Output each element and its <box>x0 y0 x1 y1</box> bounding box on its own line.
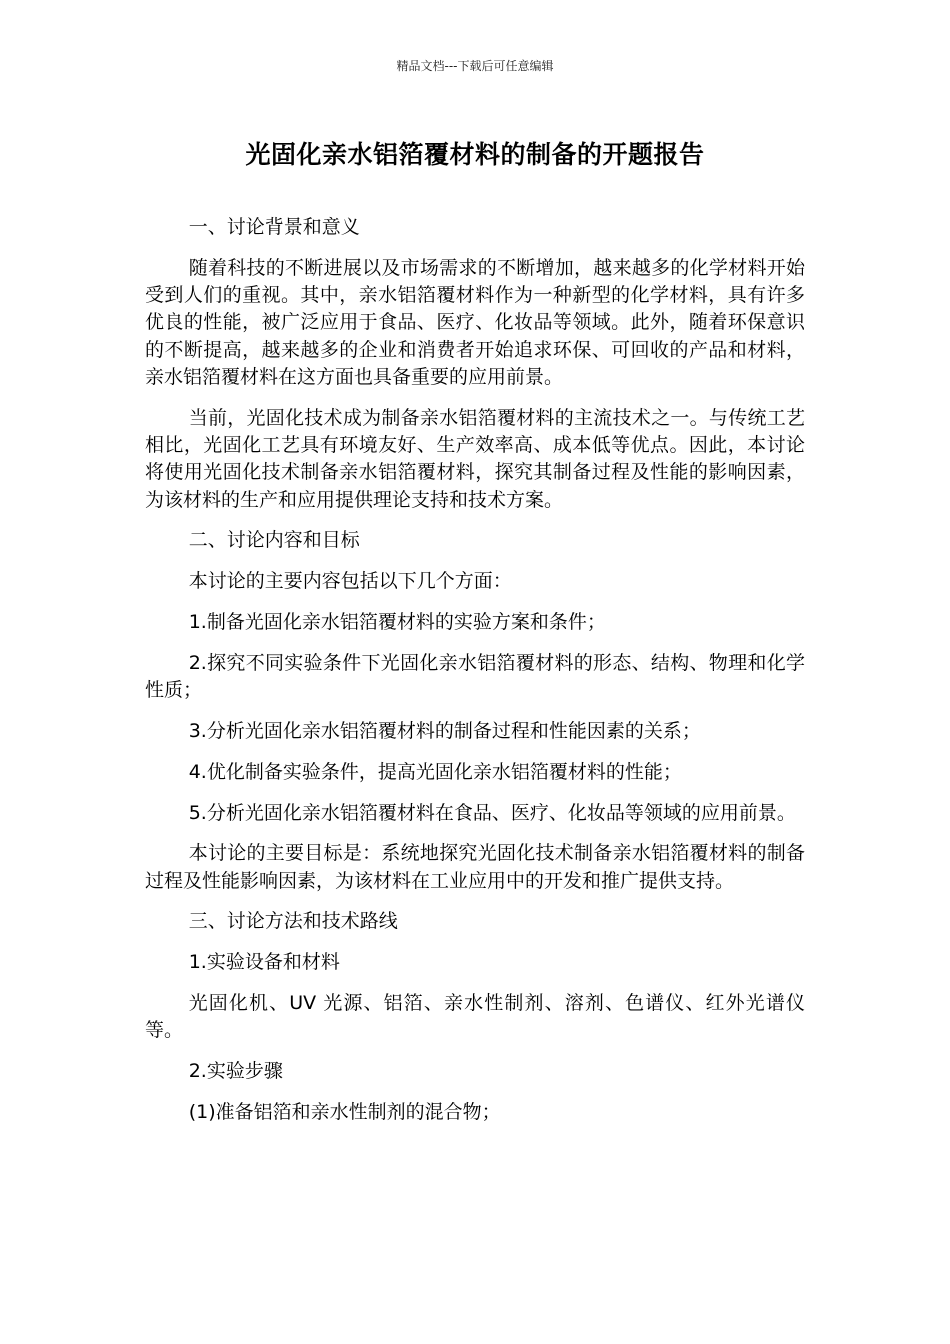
list-item-4: 4.优化制备实验条件，提高光固化亲水铝箔覆材料的性能； <box>188 760 682 783</box>
document-title: 光固化亲水铝箔覆材料的制备的开题报告 <box>245 140 705 169</box>
section-heading-1: 一、讨论背景和意义 <box>188 216 360 238</box>
paragraph-equipment: 光固化机、UV 光源、铝箔、亲水性制剂、溶剂、色谱仪、红外光谱仪等。 <box>145 992 805 1042</box>
paragraph-content-intro: 本讨论的主要内容包括以下几个方面： <box>188 570 512 593</box>
list-item-5: 5.分析光固化亲水铝箔覆材料在食品、医疗、化妆品等领域的应用前景。 <box>188 801 796 824</box>
document-body <box>145 214 805 1140</box>
page-header: 精品文档---下载后可任意编辑 <box>396 59 554 73</box>
list-item-2: 2.探究不同实验条件下光固化亲水铝箔覆材料的形态、结构、物理和化学性质； <box>145 651 805 702</box>
paragraph-background: 随着科技的不断进展以及市场需求的不断增加，越来越多的化学材料开始受到人们的重视。其中，亲水铝箔覆材料作为一种新型的化学材料，具有许多优良的性能，被广泛应用于食品、医疗、化妆品等领域。此外，随着环保意识的不断提高，越来越多的企业和消费者开始追求环保、可回收的产品和材料，亲水铝箔覆材料在这方面也具备重要的应用前景。 <box>145 256 805 388</box>
paragraph-current: 当前，光固化技术成为制备亲水铝箔覆材料的主流技术之一。与传统工艺相比，光固化工艺具有环境友好、生产效率高、成本低等优点。因此，本讨论将使用光固化技术制备亲水铝箔覆材料，探究其制备过程及性能的影响因素，为该材料的生产和应用提供理论支持和技术方案。 <box>145 406 805 511</box>
subheading-equipment: 1.实验设备和材料 <box>188 951 340 974</box>
section-heading-3: 三、讨论方法和技术路线 <box>188 910 398 933</box>
list-item-1: 1.制备光固化亲水铝箔覆材料的实验方案和条件； <box>188 611 606 634</box>
section-heading-2: 二、讨论内容和目标 <box>188 529 360 552</box>
paragraph-goal: 本讨论的主要目标是：系统地探究光固化技术制备亲水铝箔覆材料的制备过程及性能影响因素，为该材料在工业应用中的开发和推广提供支持。 <box>145 842 805 892</box>
list-item-3: 3.分析光固化亲水铝箔覆材料的制备过程和性能因素的关系； <box>188 719 701 742</box>
subheading-steps: 2.实验步骤 <box>188 1060 283 1083</box>
step-item-1: (1)准备铝箔和亲水性制剂的混合物； <box>188 1100 501 1123</box>
